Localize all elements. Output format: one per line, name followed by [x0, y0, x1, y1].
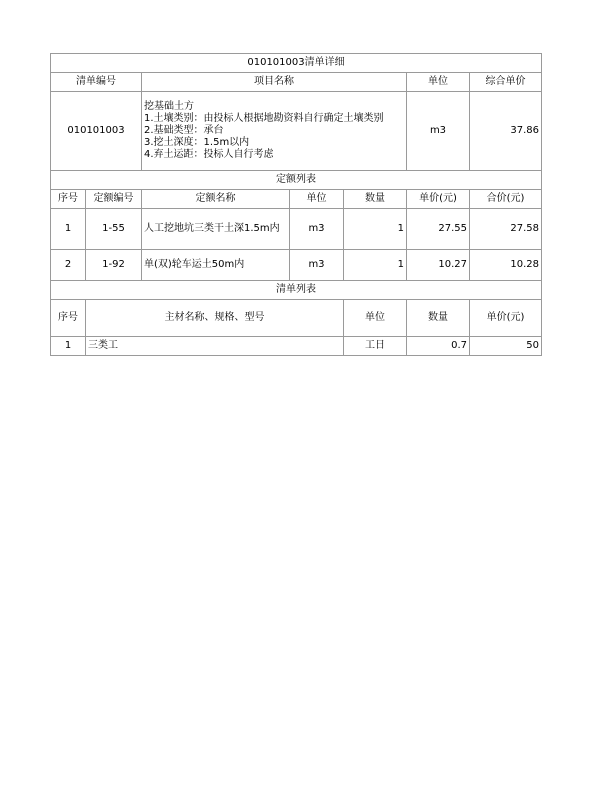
quota-price: 10.27: [407, 250, 470, 281]
quota-name: 人工挖地坑三类干土深1.5m内: [142, 209, 290, 250]
quota-name: 单(双)轮车运土50m内: [142, 250, 290, 281]
header-composite-price: 综合单价: [470, 73, 542, 92]
item-unit: m3: [407, 92, 470, 171]
desc-line: 4.弃土运距：投标人自行考虑: [144, 149, 274, 160]
header-code: 清单编号: [51, 73, 142, 92]
material-header-name: 主材名称、规格、型号: [86, 300, 344, 337]
table-title: 010101003清单详细: [51, 54, 542, 73]
quota-header-no: 序号: [51, 190, 86, 209]
quota-code: 1-55: [86, 209, 142, 250]
material-header-qty: 数量: [407, 300, 470, 337]
material-header-unit: 单位: [344, 300, 407, 337]
material-section-title: 清单列表: [51, 281, 542, 300]
item-code: 010101003: [51, 92, 142, 171]
quota-header-total: 合价(元): [470, 190, 542, 209]
quota-code: 1-92: [86, 250, 142, 281]
material-header-no: 序号: [51, 300, 86, 337]
quota-unit: m3: [290, 209, 344, 250]
item-description: [142, 92, 407, 171]
header-item-name: 项目名称: [142, 73, 407, 92]
quota-price: 27.55: [407, 209, 470, 250]
quota-total: 27.58: [470, 209, 542, 250]
quota-header-qty: 数量: [344, 190, 407, 209]
quota-qty: 1: [344, 250, 407, 281]
desc-line: 2.基础类型：承台: [144, 125, 224, 136]
quota-header-unit: 单位: [290, 190, 344, 209]
desc-line: 1.土壤类别：由投标人根据地勘资料自行确定土壤类别: [144, 113, 384, 124]
desc-line: 3.挖土深度：1.5m以内: [144, 137, 250, 148]
quota-total: 10.28: [470, 250, 542, 281]
header-unit: 单位: [407, 73, 470, 92]
quota-no: 1: [51, 209, 86, 250]
bill-detail-table: [50, 53, 542, 356]
quota-qty: 1: [344, 209, 407, 250]
material-price: 50: [470, 337, 542, 356]
quota-unit: m3: [290, 250, 344, 281]
quota-no: 2: [51, 250, 86, 281]
material-name: 三类工: [86, 337, 344, 356]
material-qty: 0.7: [407, 337, 470, 356]
table-row: [51, 250, 542, 281]
quota-header-price: 单价(元): [407, 190, 470, 209]
material-unit: 工日: [344, 337, 407, 356]
table-row: [51, 337, 542, 356]
material-no: 1: [51, 337, 86, 356]
table-row: [51, 209, 542, 250]
material-header-price: 单价(元): [470, 300, 542, 337]
quota-section-title: 定额列表: [51, 171, 542, 190]
item-price: 37.86: [470, 92, 542, 171]
desc-line: 挖基础土方: [144, 101, 194, 112]
quota-header-name: 定额名称: [142, 190, 290, 209]
quota-header-code: 定额编号: [86, 190, 142, 209]
